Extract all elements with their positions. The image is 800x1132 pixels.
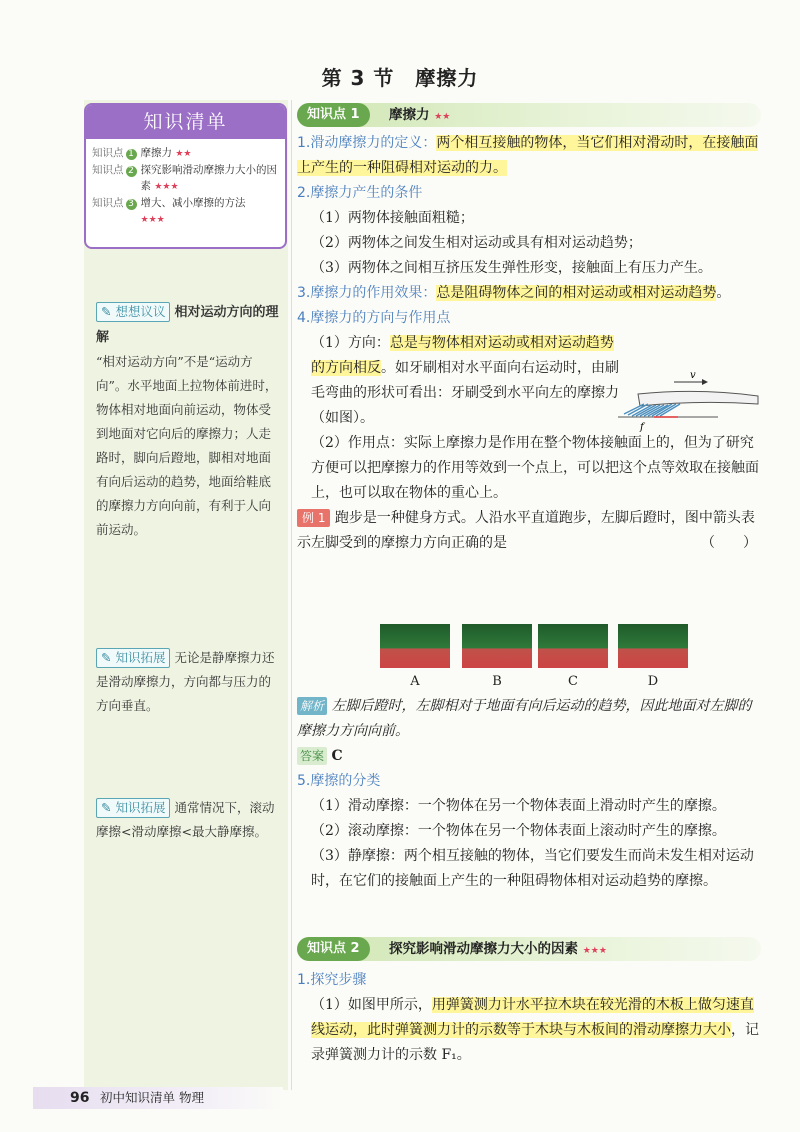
list-item: （3）两物体之间相互挤压发生弹性形变，接触面上有压力产生。 [311,260,712,276]
star-icon: ★★★ [140,215,165,225]
item-text: 增大、减小摩擦的方法 [140,197,246,209]
star-icon: ★★ [434,112,451,122]
section-3: 3.摩擦力的作用效果：总是阻碍物体之间的相对运动或相对运动趋势。 [297,285,731,301]
item-text: 摩擦力 [140,147,172,159]
side-note-ext1 [96,646,280,718]
item-text: 探究影响滑动摩擦力大小的因素 [140,164,277,192]
knowledge-point-1-bar [297,103,761,127]
option-label: C [568,674,578,689]
kp2-title: 探究影响滑动摩擦力大小的因素 ★★★ [389,941,607,957]
item-number: 2 [126,166,137,177]
analysis: 解析 左脚后蹬时，左脚相对于地面有向后运动的趋势，因此地面对左脚的摩擦力方向向前。 [297,698,752,739]
knowledge-list-item [92,145,279,162]
example-1: 例 1 跑步是一种健身方式。人沿水平直道跑步，左脚后蹬时，图中箭头表示左脚受到的摩擦力方向正确的是 （ ） [297,510,757,551]
item-label: 知识点 [92,164,124,176]
think-body: “相对运动方向”不是“运动方向”。水平地面上拉物体前进时，物体相对地面向前运动，物体受到地面对它向后的摩擦力；人走路时，脚向后蹬地，脚相对地面有向后运动的趋势，地面给鞋底的摩擦力方向向前，有利于人向前运动。 [96,354,278,537]
option-label: D [647,674,659,689]
star-icon: ★★★ [154,182,179,192]
list-item: （1）滑动摩擦：一个物体在另一个物体表面上滑动时产生的摩擦。 [311,798,726,814]
kp1-label: 知识点 1 [297,103,370,127]
item-label: 知识点 [92,197,124,209]
think-heading: 相对运动方向的理解 [96,305,279,345]
knowledge-point-2-bar [297,937,761,961]
analysis-tag: 解析 [297,697,327,715]
example-images [380,624,760,694]
section-4-head: 4.摩擦力的方向与作用点 [297,310,451,326]
example-tag: 例 1 [297,509,330,527]
knowledge-list-item [92,195,279,228]
list-item: （2）两物体之间发生相对运动或具有相对运动趋势； [311,235,642,251]
runner-image-c [538,624,608,668]
direction-text: （1）方向：总是与物体相对运动或相对运动趋势的方向相反。如牙刷相对水平面向右运动时，由刷毛弯曲的形状可看出：牙刷受到水平向左的摩擦力（如图）。 [311,335,619,426]
answer-tag: 答案 [297,747,327,765]
runner-image-a [380,624,450,668]
column-divider [291,100,292,1090]
knowledge-list-item [92,162,279,195]
side-note-think [96,300,280,542]
knowledge-list-title: 知识清单 [86,105,285,139]
velocity-label: v [690,370,696,381]
item-label: 知识点 [92,147,124,159]
toothbrush-figure [618,370,762,434]
section-6-head: 1.探究步骤 [297,972,367,988]
item-number: 3 [126,199,137,210]
option-label: A [410,674,420,689]
page-title: 第 3 节 摩擦力 [321,66,479,90]
kp1-title: 摩擦力 ★★ [389,107,451,123]
page-number: 96 [70,1090,90,1106]
ext1-body: 无论是静摩擦力还是滑动摩擦力，方向都与压力的方向垂直。 [96,650,275,713]
ext2-tag: ✎ 知识拓展 [96,798,170,818]
main-content-1 [297,131,763,556]
friction-label: f [640,422,644,433]
ext2-body: 通常情况下，滚动摩擦<滑动摩擦<最大静摩擦。 [96,800,275,839]
item-number: 1 [126,149,137,160]
runner-image-d [618,624,688,668]
brush-handle [638,391,758,406]
option-label: B [492,674,502,689]
list-item: （3）静摩擦：两个相互接触的物体，当它们要发生而尚未发生相对运动时，在它们的接触面上产生的一种阻碍物体相对运动趋势的摩擦。 [311,848,754,889]
list-item: （2）滚动摩擦：一个物体在另一个物体表面上滚动时产生的摩擦。 [311,823,726,839]
knowledge-list-box [84,103,287,249]
section-5-head: 5.摩擦的分类 [297,773,381,789]
section-2-head: 2.摩擦力产生的条件 [297,185,423,201]
point-text: （2）作用点：实际上摩擦力是作用在整个物体接触面上的，但为了研究方便可以把摩擦力的作用等效到一个点上，可以把这个点等效取在接触面上，也可以取在物体的重心上。 [311,435,759,501]
list-item: （1）两物体接触面粗糙； [311,210,474,226]
procedure-step: （1）如图甲所示，用弹簧测力计水平拉木块在较光滑的木板上做匀速直线运动，此时弹簧测力计的示数等于木块与木板间的滑动摩擦力大小，记录弹簧测力计的示数 F₁。 [311,997,759,1063]
section-1: 1.滑动摩擦力的定义：两个相互接触的物体，当它们相对滑动时，在接触面上产生的一种阻碍相对运动的力。 [297,135,759,176]
star-icon: ★★★ [582,946,607,956]
think-tag: ✎ 想想议议 [96,302,170,322]
ext1-tag: ✎ 知识拓展 [96,648,170,668]
answer: 答案 C [297,744,763,769]
main-content-2 [297,694,763,894]
side-note-ext2 [96,796,280,844]
star-icon: ★★ [175,149,192,159]
footer-text: 初中知识清单 物理 [100,1090,204,1105]
runner-image-b [462,624,532,668]
main-content-3 [297,968,763,1068]
kp2-label: 知识点 2 [297,937,370,961]
